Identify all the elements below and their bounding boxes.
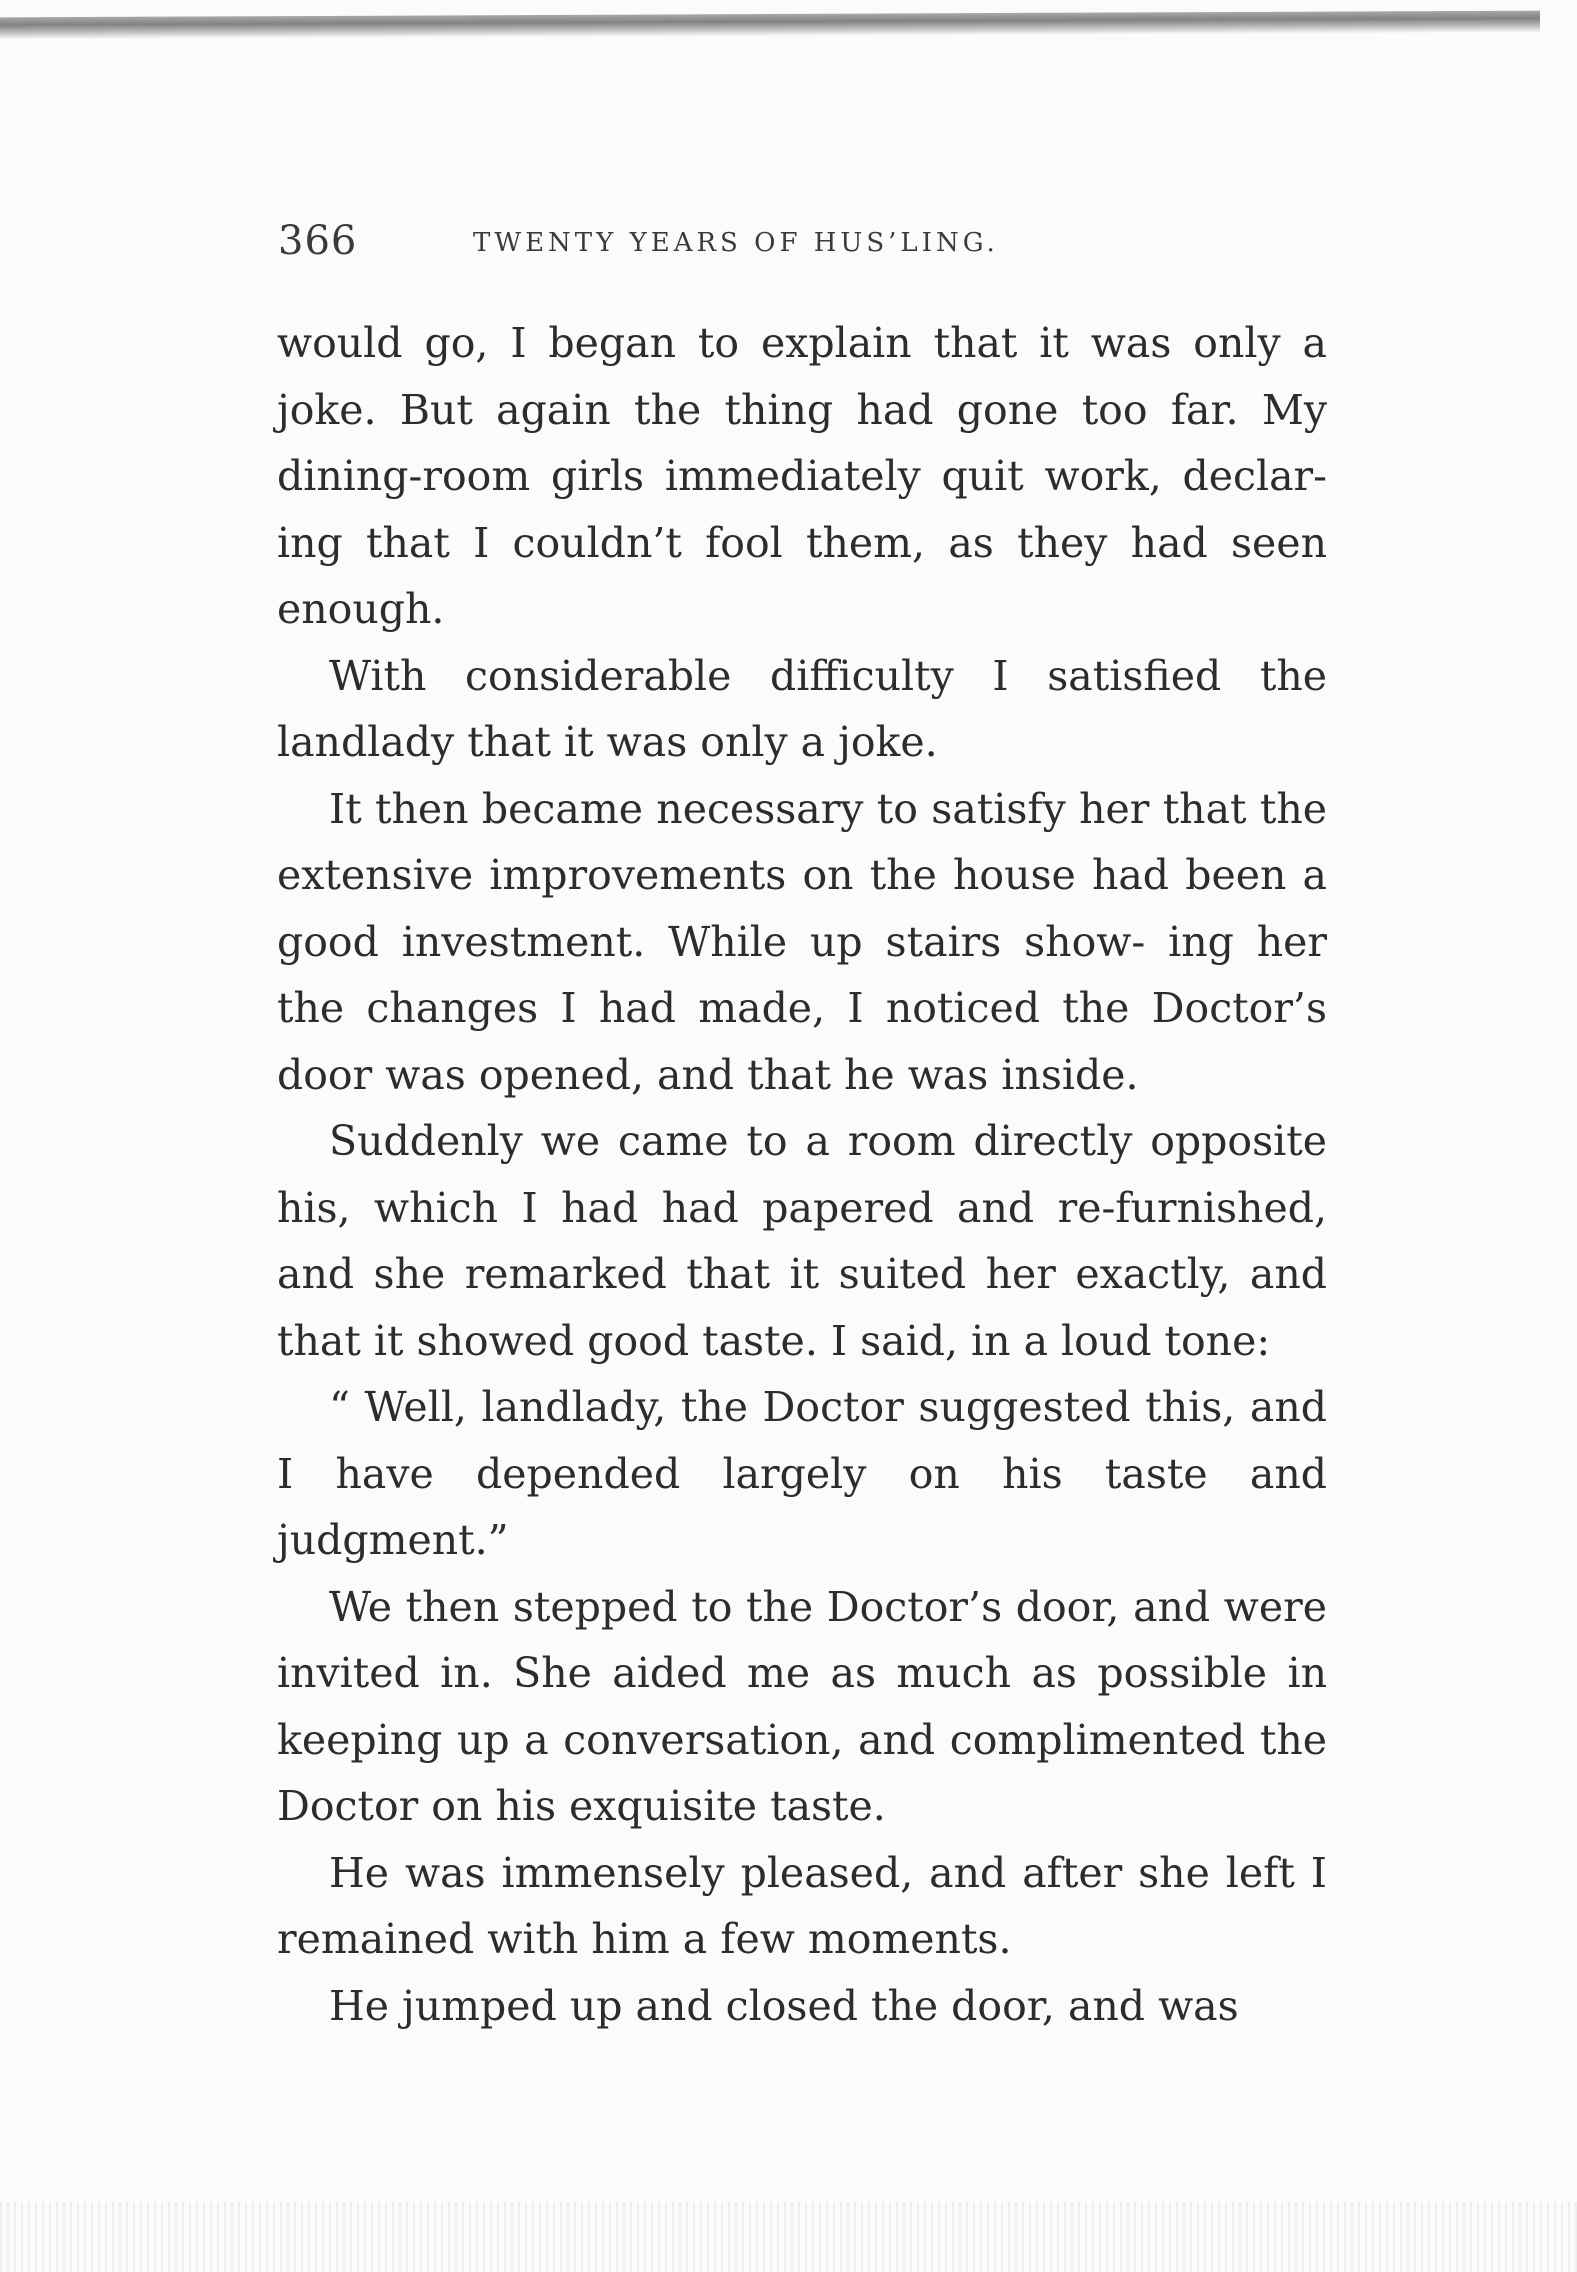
paragraph: Suddenly we came to a room directly opposite his, which I had had papered and re-furnished, and she remarked that it suited her exactly, and that it showed good taste. I said, in a loud tone: xyxy=(277,1117,1327,1365)
paragraph-last: He jumped up and closed the door, and was xyxy=(329,1981,1239,2030)
page-header xyxy=(278,218,1328,278)
paragraph: We then stepped to the Doctor’s door, and were invited in. She aided me as much as possible in keeping up a conversation, and complimented the Doctor on his exquisite taste. xyxy=(277,1582,1327,1830)
scan-edge-rule xyxy=(0,11,1540,40)
paragraph: He was immensely pleased, and after she left I remained with him a few moments. xyxy=(277,1848,1327,1963)
body-text xyxy=(277,310,1327,2039)
paragraph: With considerable difficulty I satisfied the landlady that it was only a joke. xyxy=(277,651,1327,766)
scan-bottom-noise xyxy=(0,2202,1577,2272)
paragraph-quote: “ Well, landlady, the Doctor suggested this, and I have depended largely on his taste and judgment.” xyxy=(277,1383,1327,1564)
paragraph-continued: would go, I began to explain that it was only a joke. But again the thing had gone too far. My dining-room girls immediately quit work, declar- ing that I couldn’t fool them, as they had seen enough. xyxy=(277,319,1327,633)
paragraph: It then became necessary to satisfy her that the extensive improvements on the house had been a good investment. While up stairs show- ing her the changes I had made, I noticed the Doctor’s door was opened, and that he was inside. xyxy=(277,784,1327,1099)
page-number: 366 xyxy=(278,218,358,264)
running-head: TWENTY YEARS OF HUS’LING. xyxy=(473,228,999,258)
